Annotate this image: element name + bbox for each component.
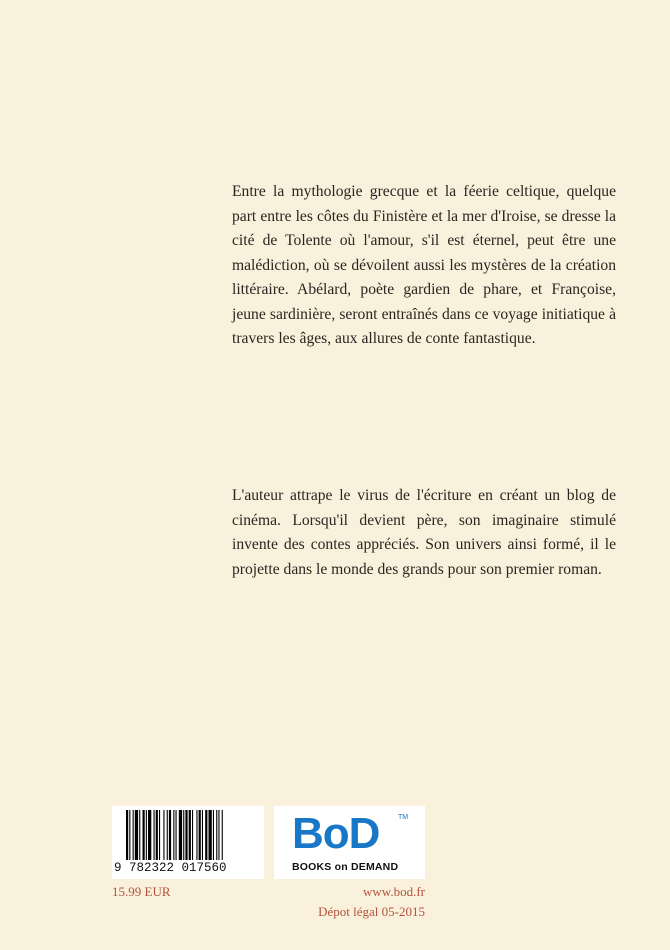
isbn-barcode bbox=[112, 806, 264, 879]
bod-logo-text: BoD bbox=[292, 809, 380, 858]
isbn-digits: 9 782322 017560 bbox=[114, 861, 227, 875]
publisher-logo bbox=[274, 806, 425, 879]
bod-logo-subtitle: BOOKS on DEMAND bbox=[292, 861, 399, 873]
trademark-mark: TM bbox=[398, 814, 409, 821]
barcode-bars bbox=[126, 810, 260, 860]
website-link[interactable]: www.bod.fr bbox=[363, 884, 425, 899]
legal-deposit: Dépot légal 05-2015 bbox=[318, 904, 425, 919]
price-label: 15.99 EUR bbox=[112, 884, 171, 899]
synopsis-paragraph: Entre la mythologie grecque et la féerie celtique, quelque part entre les côtes du Finistère et la mer d'Iroise, se dresse la cité de Tolente où l'amour, s'il est éternel, peut être une malédiction, où se dévoilent aussi les mystères de la création littéraire. Abélard, poète gardien de phare, et Françoise, jeune sardinière, seront entraînés dans ce voyage initiatique à travers les âges, aux allures de conte fantastique. bbox=[232, 183, 616, 347]
author-bio-paragraph: L'auteur attrape le virus de l'écriture en créant un blog de cinéma. Lorsqu'il devient père, son imaginaire stimulé invente des contes appréciés. Son univers ainsi formé, il le projette dans le monde des grands pour son premier roman. bbox=[232, 487, 616, 578]
